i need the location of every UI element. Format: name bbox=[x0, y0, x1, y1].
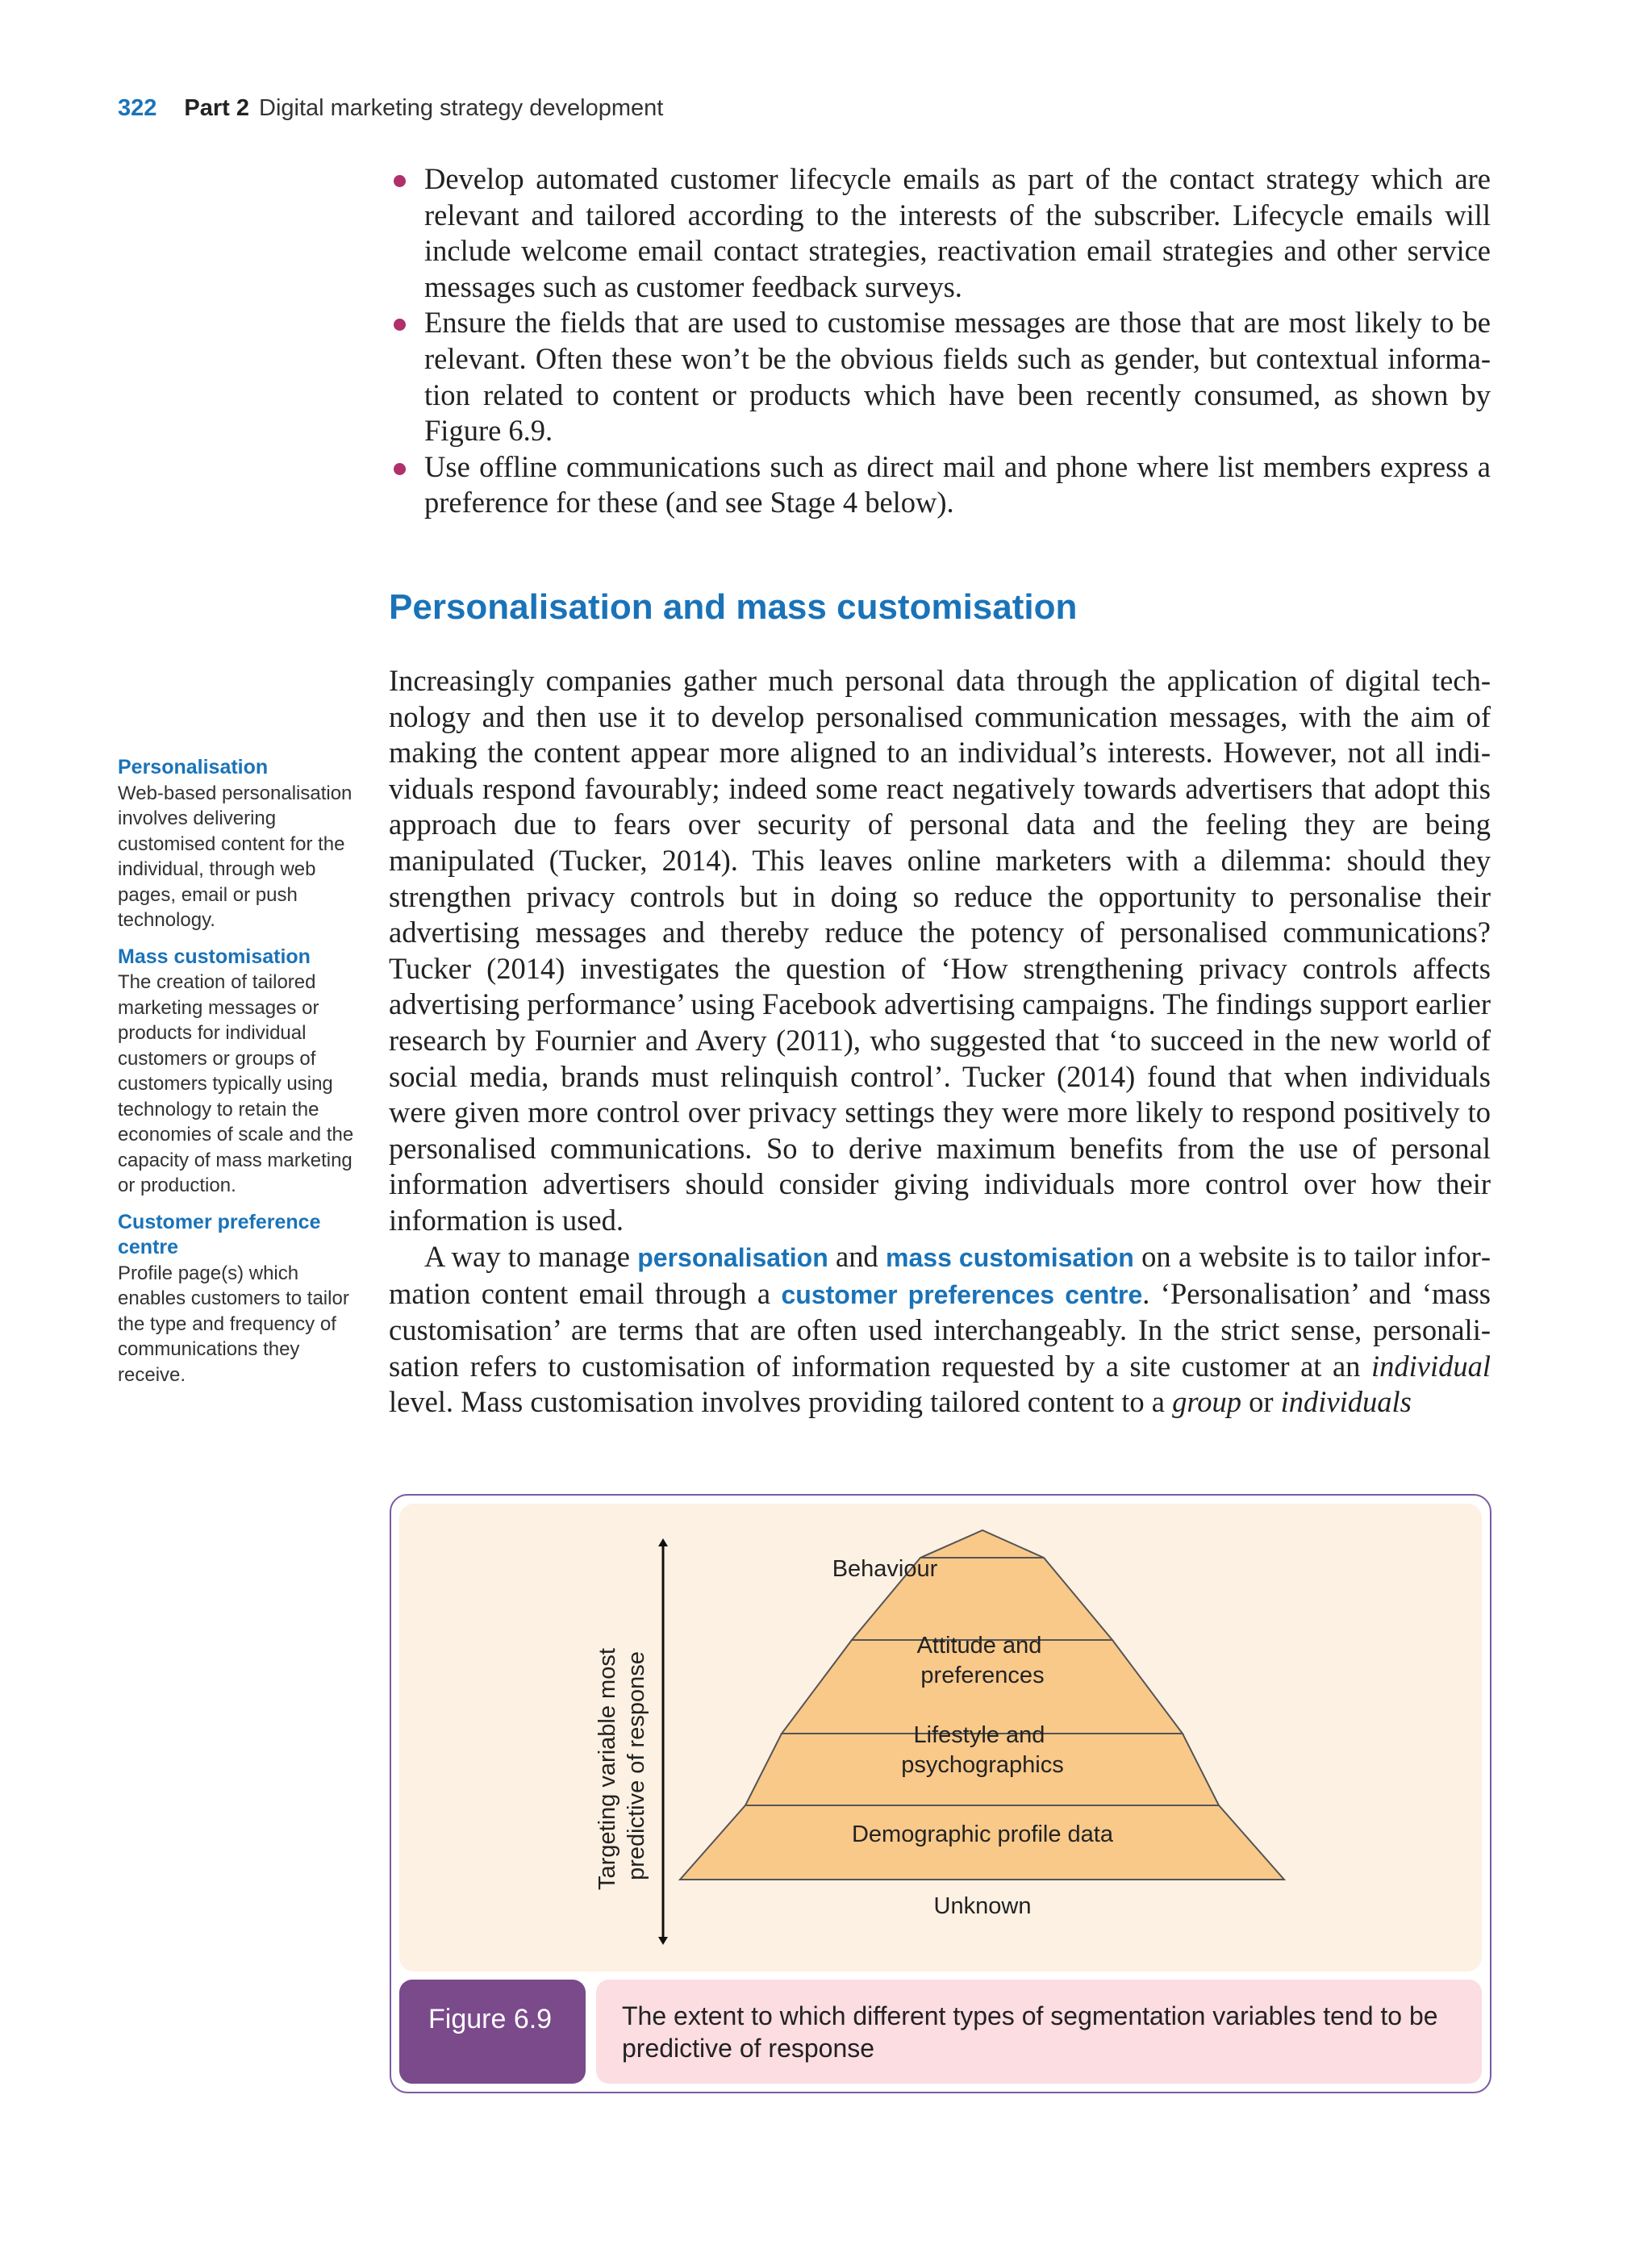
axis-label-line2: predictive of response bbox=[624, 1651, 649, 1880]
keyword-mass-customisation: mass customisation bbox=[886, 1243, 1134, 1272]
bullet-dot-icon bbox=[394, 319, 406, 331]
figure-6-9 bbox=[390, 1494, 1491, 2093]
body-paragraph bbox=[389, 1239, 1491, 1421]
emphasis: individual bbox=[1370, 1349, 1491, 1383]
text-run: and bbox=[828, 1240, 886, 1273]
level-label-behaviour: Behaviour bbox=[832, 1556, 938, 1582]
axis-label bbox=[594, 1642, 649, 1890]
bullet-item bbox=[389, 305, 1491, 449]
emphasis: individuals bbox=[1280, 1385, 1412, 1419]
keyword-customer-preferences-centre: customer preferences centre bbox=[781, 1279, 1143, 1309]
figure-caption: The extent to which different types of segmentation variables tend to be predictive of response bbox=[596, 1980, 1482, 2084]
page-number: 322 bbox=[118, 95, 157, 121]
bullet-text: Develop automated customer lifecycle emails as part of the contact strategy which are relevant and tailored according to the interests of the subscriber. Lifecycle emails will include welcome email contact strategies, reactivation email strategies and other service messages such as customer feedback surveys. bbox=[424, 162, 1491, 303]
bullet-list bbox=[389, 161, 1491, 521]
text-run: or bbox=[1241, 1385, 1281, 1419]
keyword-personalisation: personalisation bbox=[637, 1243, 828, 1272]
glossary-definition: Web-based personalisation involves delivering customised content for the individual, through web pages, email or push technology. bbox=[118, 782, 353, 931]
pyramid-tier-behaviour bbox=[920, 1530, 1044, 1558]
bullet-item bbox=[389, 161, 1491, 305]
text-run: level. Mass customisation involves providing tailored content to a bbox=[389, 1385, 1173, 1419]
bullet-dot-icon bbox=[394, 463, 406, 475]
text-run: on a website is to tailor information content email through a bbox=[389, 1240, 1491, 1310]
section-heading: Personalisation and mass customisation bbox=[389, 587, 1078, 627]
margin-glossary bbox=[118, 755, 360, 1399]
chapter-title: Digital marketing strategy development bbox=[259, 95, 664, 121]
emphasis: group bbox=[1172, 1385, 1241, 1419]
glossary-term: Customer preference centre bbox=[118, 1210, 321, 1258]
bullet-item bbox=[389, 449, 1491, 521]
level-label-demographic: Demographic profile data bbox=[851, 1821, 1114, 1847]
level-label-lifestyle: Lifestyle and psychographics bbox=[901, 1722, 1064, 1778]
axis-label-line1: Targeting variable most bbox=[594, 1648, 620, 1890]
text-run: . ‘Personalisation’ and ‘mass customisation’ are terms that are often used interchangeably. In the strict sense, personalisation refers to customisation of information requested by a site customer at an bbox=[389, 1276, 1491, 1383]
glossary-term: Mass customisation bbox=[118, 945, 311, 968]
pyramid-diagram bbox=[391, 1496, 1491, 1980]
bullet-text: Ensure the fields that are used to customise messages are those that are most likely to be relevant. Often these won’t be the obvious fields such as gender, but contextual information related to content or products which have been recently consumed, as shown by Figure 6.9. bbox=[424, 306, 1491, 448]
running-head bbox=[118, 95, 663, 122]
glossary-term: Personalisation bbox=[118, 756, 269, 778]
level-label-unknown: Unknown bbox=[933, 1893, 1032, 1919]
figure-label: Figure 6.9 bbox=[399, 1980, 586, 2084]
glossary-definition: The creation of tailored marketing messages or products for individual customers or groups of customers typically using technology to retain the economies of scale and the capacity of mass marketing or production. bbox=[118, 971, 354, 1196]
bullet-text: Use offline communications such as direct mail and phone where list members express a preference for these (and see Stage 4 below). bbox=[424, 449, 1491, 520]
glossary-definition: Profile page(s) which enables customers to tailor the type and frequency of communications they receive. bbox=[118, 1262, 349, 1386]
body-paragraph: Increasingly companies gather much personal data through the application of digital technology and then use it to develop personalised communication messages, with the aim of making the content appear more aligned to an individual’s interests. However, not all individuals respond favourably; indeed some react negatively towards advertisers that adopt this approach due to fears over security of personal data and the feeling they are being manipulated (Tucker, 2014). This leaves online marketers with a dilemma: should they strengthen privacy controls but in doing so reduce the opportunity to personalise their advertising messages and thereby reduce the potency of personalised communications? Tucker (2014) investigates the question of ‘How strengthening privacy controls affects advertising performance’ using Facebook advertising campaigns. The findings support earlier research by Fournier and Avery (2011), who suggested that ‘to succeed in the new world of social media, brands must relinquish control’. Tucker (2014) found that when individuals were given more control over privacy settings they were more likely to respond positively to personalised communications. So to derive maximum benefits from the use of personal information advertisers should consider giving individuals more control over how their information is used. bbox=[389, 664, 1491, 1237]
bullet-dot-icon bbox=[394, 175, 406, 187]
level-label-attitude: Attitude and preferences bbox=[916, 1633, 1045, 1688]
text-run: A way to manage bbox=[424, 1240, 638, 1273]
part-label: Part 2 bbox=[184, 95, 249, 121]
